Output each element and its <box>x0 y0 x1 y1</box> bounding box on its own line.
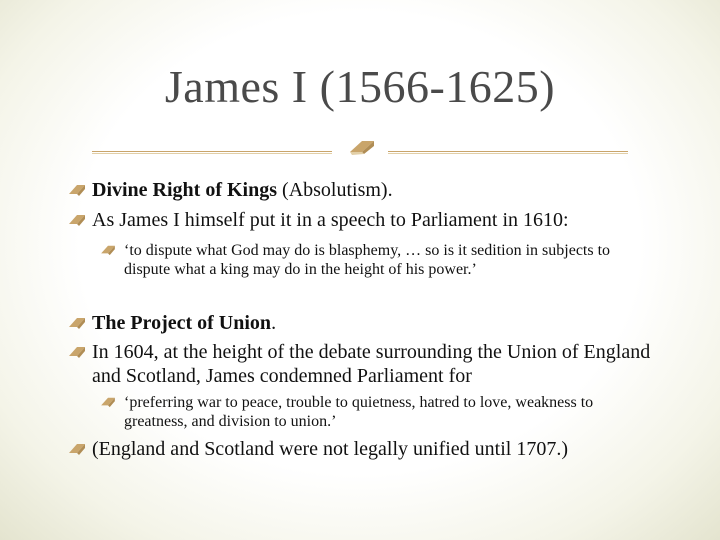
sub-bullet-item <box>100 241 660 279</box>
divider-line-left-shadow <box>92 153 332 154</box>
bullet-text: (England and Scotland were not legally unified until 1707.) <box>92 438 568 460</box>
divider-ornament-icon <box>348 138 376 158</box>
slide-title: James I (1566-1625) <box>164 61 556 112</box>
bullet-item <box>68 340 668 388</box>
bullet-item <box>68 178 668 202</box>
bullet-text: In 1604, at the height of the debate surrounding the Union of England and Scotland, James condemned Parliament for <box>92 341 651 387</box>
divider-line-right-shadow <box>388 153 628 154</box>
bullet-bold-text: The Project of Union <box>92 312 272 334</box>
page-curl-bullet-icon <box>68 213 86 227</box>
bullet-text: (Absolutism). <box>277 179 393 201</box>
sub-bullet-text: ‘preferring war to peace, trouble to quietness, hatred to love, weakness to greatness, and division to union.’ <box>124 394 594 430</box>
page-curl-bullet-icon <box>68 442 86 456</box>
bullet-text: As James I himself put it in a speech to Parliament in 1610: <box>92 209 569 231</box>
page-curl-bullet-icon <box>100 396 116 408</box>
bullet-item <box>68 437 668 461</box>
bullet-item <box>68 208 668 232</box>
title-divider <box>92 146 628 158</box>
page-curl-bullet-icon <box>68 345 86 359</box>
bullet-text: . <box>271 312 277 334</box>
page-curl-bullet-icon <box>68 316 86 330</box>
page-curl-bullet-icon <box>100 244 116 256</box>
bullet-bold-text: Divine Right of Kings <box>92 179 278 201</box>
sub-bullet-item <box>100 393 660 431</box>
bullet-item <box>68 311 668 335</box>
page-curl-bullet-icon <box>68 183 86 197</box>
sub-bullet-text: ‘to dispute what God may do is blasphemy, … so is it sedition in subjects to dispute what a king may do in the height of his power.’ <box>124 242 611 278</box>
divider-line-right <box>388 151 628 152</box>
divider-line-left <box>92 151 332 152</box>
